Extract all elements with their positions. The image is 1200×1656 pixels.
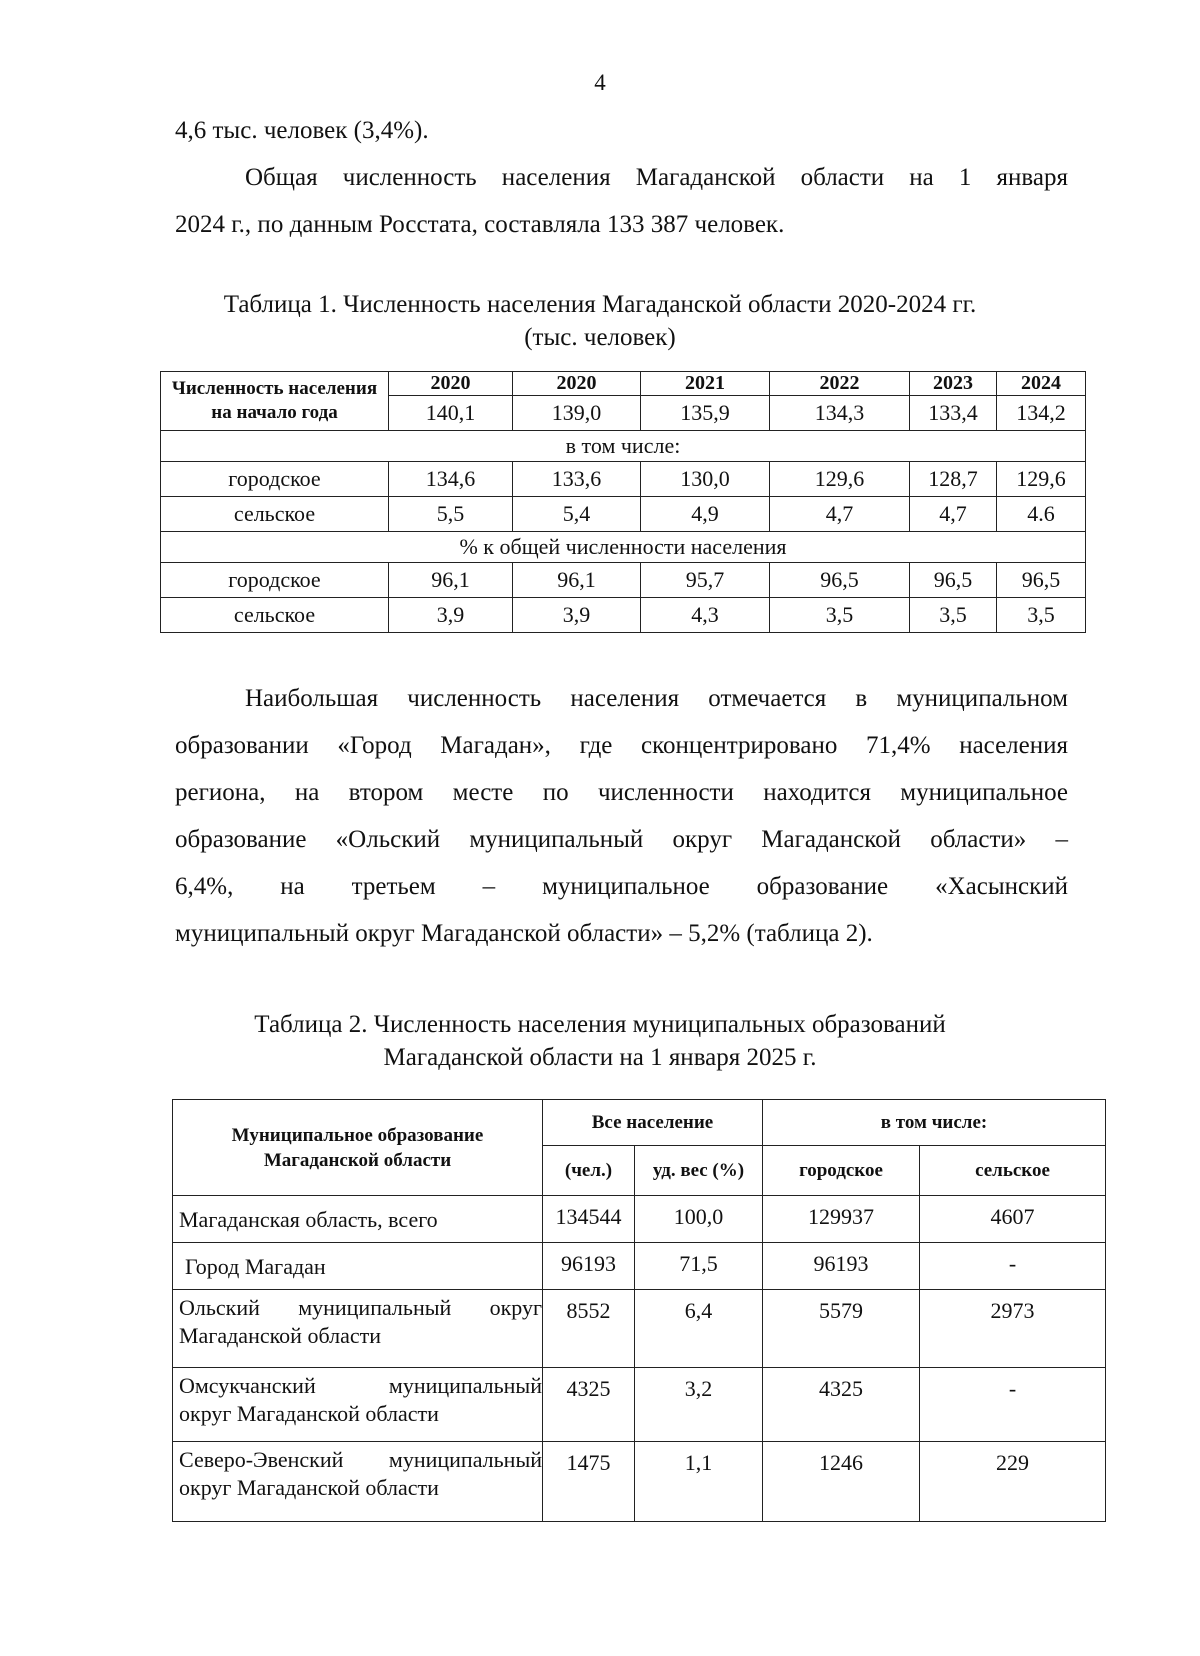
rural-pct-cell: 3,5 <box>770 598 910 633</box>
table-row <box>173 1243 1106 1290</box>
urban-cell: 130,0 <box>641 462 770 497</box>
total-cell: 134,2 <box>997 396 1086 431</box>
urban-cell: 4325 <box>763 1368 920 1442</box>
table-row <box>173 1196 1106 1243</box>
share-header: уд. вес (%) <box>635 1146 763 1196</box>
urban-cell: 1246 <box>763 1442 920 1522</box>
population-table <box>160 371 1086 633</box>
municipality-column-header: Муниципальное образование Магаданской области <box>173 1100 543 1196</box>
urban-pct-cell: 96,1 <box>513 563 641 598</box>
intro-text: 4,6 тыс. человек (3,4%). <box>175 117 429 144</box>
total-cell: 140,1 <box>389 396 513 431</box>
people-cell: 96193 <box>543 1243 635 1290</box>
rural-cell: 4,7 <box>910 497 997 532</box>
urban-cell: 129937 <box>763 1196 920 1243</box>
urban-pct-cell: 96,5 <box>997 563 1086 598</box>
year-header: 2020 <box>513 372 641 396</box>
table1-rural-pct-row <box>161 598 1086 633</box>
year-header: 2021 <box>641 372 770 396</box>
table-row <box>173 1442 1106 1522</box>
urban-cell: 133,6 <box>513 462 641 497</box>
people-cell: 8552 <box>543 1290 635 1368</box>
urban-pct-cell: 96,5 <box>910 563 997 598</box>
municipality-name-line: округ Магаданской области <box>179 1401 439 1426</box>
people-header: (чел.) <box>543 1146 635 1196</box>
rural-cell: 229 <box>920 1442 1106 1522</box>
table1-urban-row <box>161 462 1086 497</box>
table-row <box>173 1368 1106 1442</box>
municipality-name-line: Омсукчанский муниципальный <box>179 1373 542 1398</box>
municipality-name-line: округ Магаданской области <box>179 1475 439 1500</box>
municipality-name <box>173 1290 543 1368</box>
municipality-name: Магаданская область, всего <box>173 1196 543 1243</box>
row-label: сельское <box>161 598 389 633</box>
municipality-name-line: Ольский муниципальный округ <box>179 1295 542 1320</box>
total-cell: 133,4 <box>910 396 997 431</box>
row-label: сельское <box>161 497 389 532</box>
paragraph-line: 2024 г., по данным Росстата, составляла 133 387 человек. <box>175 211 785 238</box>
people-cell: 134544 <box>543 1196 635 1243</box>
municipality-name-line: Северо-Эвенский муниципальный <box>179 1447 542 1472</box>
table2-caption-line: Таблица 2. Численность населения муниципальных образований <box>254 1011 946 1038</box>
including-header: в том числе: <box>763 1100 1106 1146</box>
municipalities-table <box>172 1099 1106 1522</box>
rural-cell: 4,9 <box>641 497 770 532</box>
total-cell: 135,9 <box>641 396 770 431</box>
urban-header: городское <box>763 1146 920 1196</box>
urban-cell: 128,7 <box>910 462 997 497</box>
rural-cell: 5,5 <box>389 497 513 532</box>
municipality-name: Город Магадан <box>173 1243 543 1290</box>
table1-section-label: % к общей численности населения <box>161 532 1086 563</box>
rural-cell: 5,4 <box>513 497 641 532</box>
table1-caption <box>0 288 1200 354</box>
urban-pct-cell: 96,5 <box>770 563 910 598</box>
table1-row-header: Численность населения на начало года <box>161 372 389 431</box>
all-population-header: Все население <box>543 1100 763 1146</box>
urban-cell: 129,6 <box>997 462 1086 497</box>
paragraph-line: образовании «Город Магадан», где сконцентрировано 71,4% населения <box>175 732 1068 759</box>
paragraph-line: образование «Ольский муниципальный округ Магаданской области» – <box>175 826 1068 853</box>
municipality-name <box>173 1368 543 1442</box>
year-header: 2022 <box>770 372 910 396</box>
table1-section-label: в том числе: <box>161 431 1086 462</box>
people-cell: 4325 <box>543 1368 635 1442</box>
table1-urban-pct-row <box>161 563 1086 598</box>
table1-caption-line: (тыс. человек) <box>524 324 676 351</box>
table2-caption-line: Магаданской области на 1 января 2025 г. <box>383 1044 817 1071</box>
table2-caption <box>0 1008 1200 1074</box>
year-header: 2020 <box>389 372 513 396</box>
urban-cell: 96193 <box>763 1243 920 1290</box>
rural-cell: - <box>920 1368 1106 1442</box>
paragraph-line: региона, на втором месте по численности находится муниципальное <box>175 779 1068 806</box>
table1-caption-line: Таблица 1. Численность населения Магаданской области 2020-2024 гг. <box>223 291 977 318</box>
year-header: 2023 <box>910 372 997 396</box>
row-label: городское <box>161 462 389 497</box>
rural-pct-cell: 3,9 <box>389 598 513 633</box>
rural-cell: - <box>920 1243 1106 1290</box>
rural-cell: 4,7 <box>770 497 910 532</box>
urban-cell: 134,6 <box>389 462 513 497</box>
total-population-paragraph <box>175 154 1068 248</box>
municipality-name-line: Магаданской области <box>179 1323 381 1348</box>
table-row <box>173 1290 1106 1368</box>
urban-pct-cell: 95,7 <box>641 563 770 598</box>
urban-cell: 5579 <box>763 1290 920 1368</box>
paragraph-line: Общая численность населения Магаданской области на 1 января <box>245 164 1068 191</box>
share-cell: 3,2 <box>635 1368 763 1442</box>
share-cell: 1,1 <box>635 1442 763 1522</box>
share-cell: 6,4 <box>635 1290 763 1368</box>
rural-cell: 4607 <box>920 1196 1106 1243</box>
intro-line <box>175 107 429 154</box>
share-cell: 100,0 <box>635 1196 763 1243</box>
paragraph-line: муниципальный округ Магаданской области» – 5,2% (таблица 2). <box>175 920 873 947</box>
rural-header: сельское <box>920 1146 1106 1196</box>
rural-pct-cell: 3,5 <box>910 598 997 633</box>
share-cell: 71,5 <box>635 1243 763 1290</box>
rural-cell: 4.6 <box>997 497 1086 532</box>
rural-pct-cell: 3,9 <box>513 598 641 633</box>
row-label: городское <box>161 563 389 598</box>
rural-pct-cell: 3,5 <box>997 598 1086 633</box>
total-cell: 134,3 <box>770 396 910 431</box>
rural-cell: 2973 <box>920 1290 1106 1368</box>
urban-pct-cell: 96,1 <box>389 563 513 598</box>
rural-pct-cell: 4,3 <box>641 598 770 633</box>
page-number: 4 <box>594 70 606 95</box>
people-cell: 1475 <box>543 1442 635 1522</box>
year-header: 2024 <box>997 372 1086 396</box>
municipality-name <box>173 1442 543 1522</box>
table1-rural-row <box>161 497 1086 532</box>
paragraph-line: 6,4%, на третьем – муниципальное образование «Хасынский <box>175 873 1068 900</box>
paragraph-line: Наибольшая численность населения отмечается в муниципальном <box>245 685 1068 712</box>
main-paragraph <box>175 675 1068 957</box>
urban-cell: 129,6 <box>770 462 910 497</box>
total-cell: 139,0 <box>513 396 641 431</box>
